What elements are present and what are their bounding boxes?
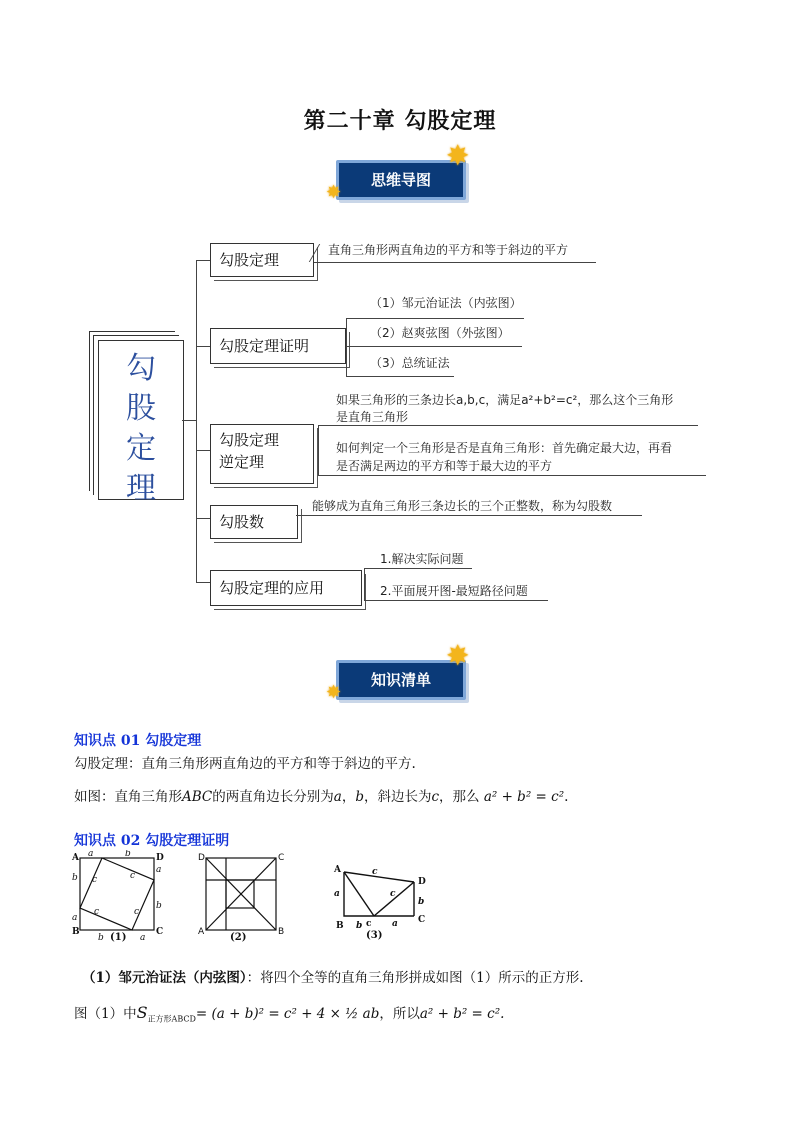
svg-text:B: B	[278, 927, 285, 937]
math-var: ABC	[182, 789, 213, 805]
svg-text:c: c	[92, 875, 98, 885]
math-var: b	[355, 789, 364, 805]
connector-line	[196, 582, 210, 583]
kp1-line1: 勾股定理：直角三角形两直角边的平方和等于斜边的平方.	[74, 756, 416, 772]
svg-text:b: b	[356, 921, 363, 931]
node-text: （1）邹元治证法（内弦图）	[370, 296, 522, 310]
center-char: 定	[126, 431, 156, 466]
svg-text:C: C	[418, 915, 426, 925]
svg-text:a: a	[140, 933, 146, 942]
node-application: 勾股定理的应用	[210, 570, 362, 606]
node-text: 直角三角形两直角边的平方和等于斜边的平方	[328, 243, 569, 257]
node-text: 2.平面展开图-最短路径问题	[380, 584, 528, 598]
svg-text:c: c	[390, 889, 396, 899]
node-pythagorean-triples: 勾股数	[210, 505, 298, 539]
star-icon: ✸	[326, 682, 342, 703]
kp2-heading: 知识点 02 勾股定理证明	[74, 833, 230, 849]
svg-text:a: a	[334, 889, 340, 899]
node-proof: 勾股定理证明	[210, 328, 346, 364]
center-topic	[98, 340, 184, 506]
svg-text:c: c	[130, 871, 136, 881]
branch-line	[346, 318, 524, 319]
text: 如图：直角三角形	[74, 789, 182, 805]
svg-text:C: C	[278, 853, 285, 863]
connector-line	[196, 260, 210, 261]
connector-line	[196, 346, 210, 347]
checklist-badge: 知识清单	[336, 660, 466, 700]
node-text: 如果三角形的三条边长a,b,c，满足a²+b²=c²，那么这个三角形	[336, 393, 674, 407]
node-pythagorean-theorem: 勾股定理	[210, 243, 314, 277]
figure-label: (1)	[110, 932, 127, 943]
proof1-title: （1）邹元治证法（内弦图）	[82, 970, 247, 986]
subscript: 正方形ABCD	[147, 1014, 196, 1024]
math-var: S	[136, 1003, 148, 1022]
node-text: （3）总统证法	[370, 356, 450, 370]
svg-text:c: c	[134, 907, 140, 917]
center-char: 勾	[126, 351, 156, 386]
svg-text:c: c	[366, 919, 372, 929]
connector-line	[196, 518, 210, 519]
star-icon: ✸	[446, 639, 470, 672]
math-var: a	[333, 789, 342, 805]
branch-line	[296, 515, 642, 516]
svg-text:b: b	[98, 933, 104, 942]
branch-line	[318, 425, 319, 475]
node-converse	[210, 424, 314, 484]
svg-text:b: b	[125, 850, 131, 859]
node-text: （2）赵爽弦图（外弦图）	[370, 326, 510, 340]
node-label: 逆定理	[219, 453, 265, 471]
branch-line	[318, 425, 698, 426]
star-icon: ✸	[326, 182, 342, 203]
svg-text:D: D	[156, 853, 164, 863]
formula: = (a + b)² = c² + 4 × ½ ab	[195, 1006, 380, 1022]
figure-3	[330, 860, 440, 942]
branch-line	[314, 262, 596, 263]
svg-text:B: B	[72, 927, 80, 937]
center-char: 理	[126, 471, 156, 506]
branch-line	[346, 318, 347, 376]
node-text: 是否满足两边的平方和等于最大边的平方	[336, 459, 553, 473]
node-label: 勾股定理	[219, 431, 280, 449]
center-char: 股	[126, 391, 156, 426]
svg-text:a: a	[88, 850, 94, 859]
svg-text:B: B	[336, 921, 344, 931]
branch-line	[364, 600, 548, 601]
figure-label: (2)	[230, 932, 247, 943]
text: ，斜边长为	[363, 789, 432, 805]
svg-text:A: A	[334, 865, 341, 875]
proof1-line	[82, 966, 584, 986]
node-text: 能够成为直角三角形三条边长的三个正整数，称为勾股数	[312, 499, 613, 513]
text: 图（1）中	[74, 1006, 137, 1022]
connector-line	[196, 260, 197, 582]
branch-line	[318, 475, 706, 476]
text: 的两直角边长分别为	[212, 789, 334, 805]
star-icon: ✸	[446, 139, 470, 172]
svg-text:b: b	[156, 901, 162, 911]
text: ，所以	[379, 1006, 420, 1022]
text: ，那么	[439, 789, 480, 805]
figure-2	[196, 850, 292, 942]
branch-line	[346, 376, 454, 377]
figure-label: (3)	[366, 930, 383, 941]
kp1-line2: 如图：直角三角形ABC的两直角边长分别为a，b，斜边长为c，那么 a² + b² = c².	[74, 789, 569, 805]
text: .	[564, 789, 569, 805]
svg-text:c: c	[372, 867, 378, 877]
page-title: 第二十章 勾股定理	[303, 109, 497, 134]
svg-text:C: C	[156, 927, 164, 937]
node-text: 是直角三角形	[336, 410, 409, 424]
svg-text:D: D	[418, 877, 426, 887]
svg-text:b: b	[418, 897, 425, 907]
svg-text:A: A	[72, 853, 79, 863]
kp1-heading: 知识点 01 勾股定理	[74, 733, 202, 749]
svg-text:A: A	[198, 927, 205, 937]
math-var: c	[431, 789, 440, 805]
formula: a² + b² = c²	[483, 789, 565, 805]
svg-text:a: a	[72, 913, 78, 923]
svg-text:c: c	[94, 907, 100, 917]
svg-text:b: b	[72, 873, 78, 883]
svg-text:a: a	[392, 919, 398, 929]
branch-line	[346, 346, 522, 347]
proof1-formula-line	[74, 1002, 504, 1025]
proof1-desc: ：将四个全等的直角三角形拼成如图（1）所示的正方形.	[246, 970, 584, 986]
figure-1	[70, 850, 170, 942]
formula: a² + b² = c².	[419, 1006, 505, 1022]
branch-line	[364, 568, 472, 569]
connector-line	[196, 450, 210, 451]
node-text: 如何判定一个三角形是否是直角三角形：首先确定最大边，再看	[336, 441, 673, 455]
svg-text:D: D	[198, 853, 205, 863]
branch-line	[364, 568, 365, 600]
mindmap-badge: 思维导图	[336, 160, 466, 200]
connector-line	[182, 420, 196, 421]
node-text: 1.解决实际问题	[380, 552, 464, 566]
svg-text:a: a	[156, 865, 162, 875]
